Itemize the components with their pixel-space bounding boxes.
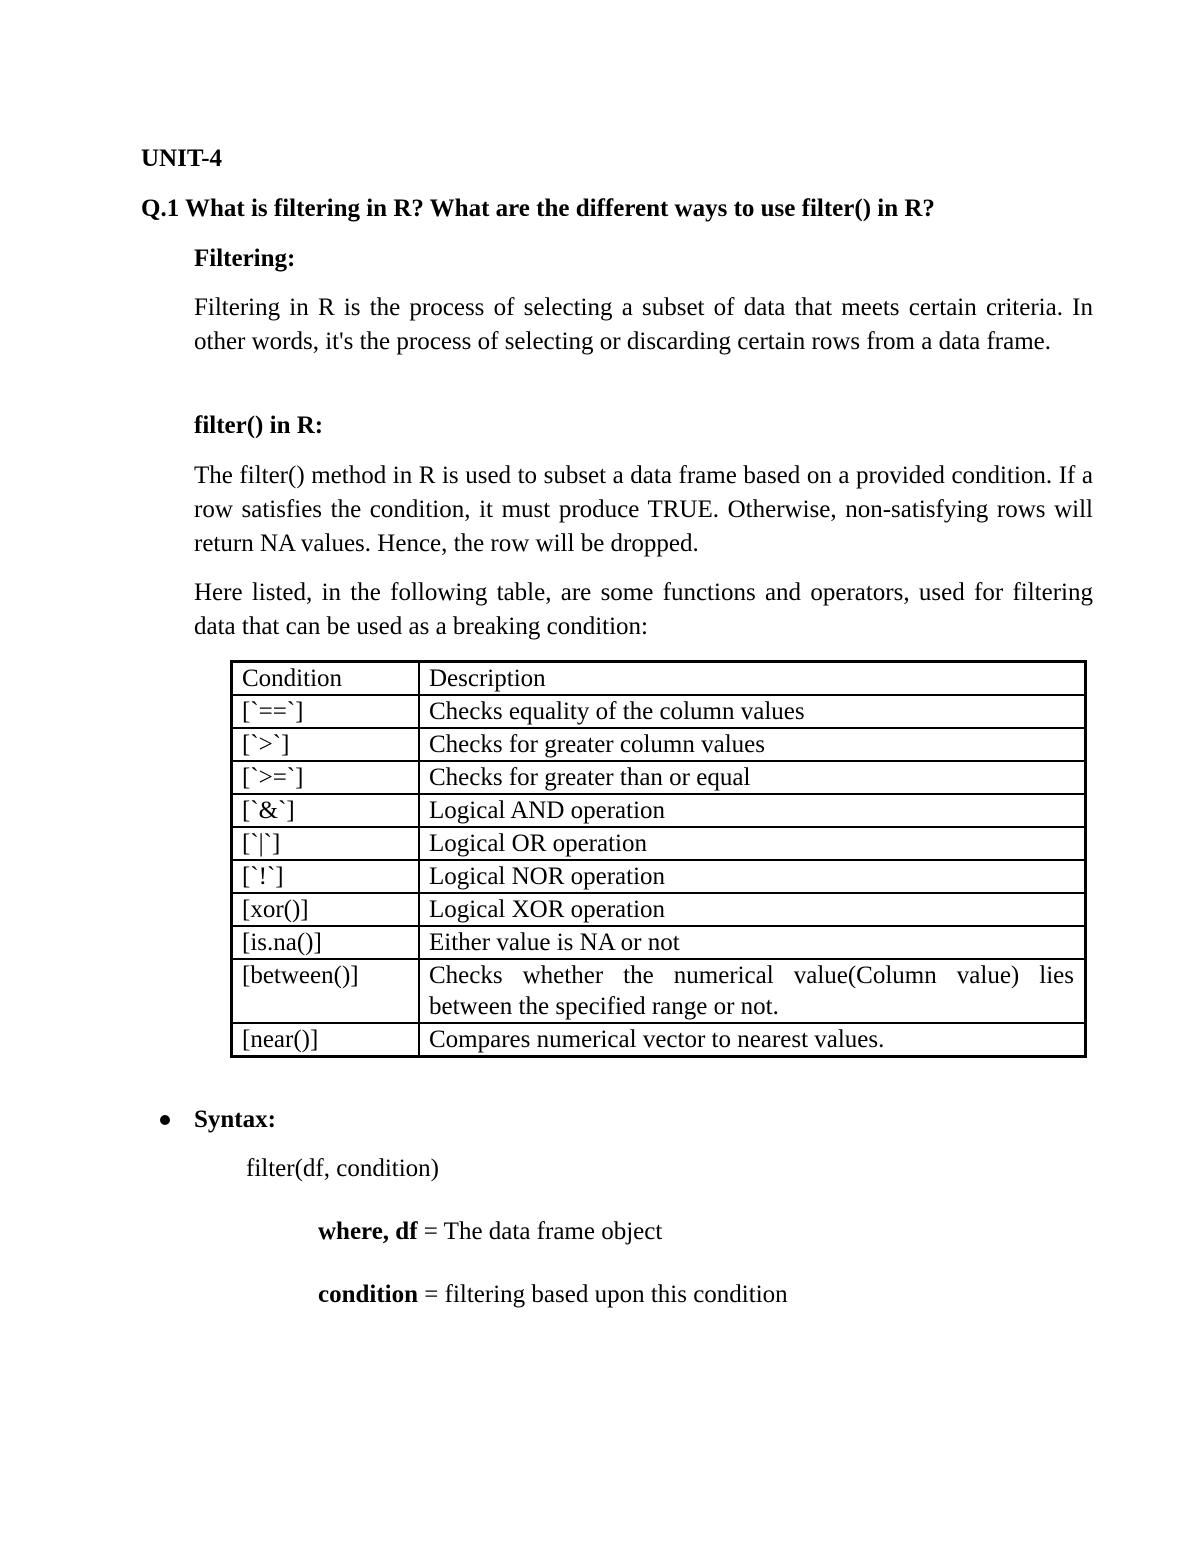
table-row bbox=[232, 761, 1086, 794]
condition-cell: [`>=`] bbox=[232, 761, 420, 794]
description-cell: Logical XOR operation bbox=[419, 893, 1086, 926]
filter-function-heading: filter() in R: bbox=[194, 412, 324, 439]
table-row bbox=[232, 959, 1086, 1023]
where-line bbox=[318, 1217, 662, 1247]
condition-line bbox=[318, 1280, 788, 1310]
table-row bbox=[232, 728, 1086, 761]
description-cell: Either value is NA or not bbox=[419, 926, 1086, 959]
table-row bbox=[232, 827, 1086, 860]
conditions-table bbox=[230, 660, 1087, 1058]
condition-cell: [`|`] bbox=[232, 827, 420, 860]
table-row bbox=[232, 695, 1086, 728]
question-heading: Q.1 What is filtering in R? What are the different ways to use filter() in R? bbox=[141, 195, 935, 222]
table-header-description: Description bbox=[419, 662, 1086, 696]
table-row bbox=[232, 893, 1086, 926]
table-row bbox=[232, 794, 1086, 827]
filter-function-paragraph: The filter() method in R is used to subset a data frame based on a provided condition. If a row satisfies the condition, it must produce TRUE. Otherwise, non-satisfying rows will return NA values. Hence, the row will be dropped. bbox=[194, 462, 1093, 557]
condition-cell: [is.na()] bbox=[232, 926, 420, 959]
syntax-code: filter(df, condition) bbox=[246, 1155, 439, 1182]
description-cell: Checks for greater column values bbox=[419, 728, 1086, 761]
bullet-icon bbox=[160, 1115, 170, 1125]
syntax-label: Syntax: bbox=[194, 1106, 276, 1133]
table-row bbox=[232, 1023, 1086, 1057]
where-text: = The data frame object bbox=[417, 1218, 663, 1245]
unit-title: UNIT-4 bbox=[141, 145, 223, 172]
condition-text: = filtering based upon this condition bbox=[418, 1281, 788, 1308]
description-cell: Compares numerical vector to nearest values. bbox=[419, 1023, 1086, 1057]
condition-cell: [between()] bbox=[232, 959, 420, 1023]
table-intro-paragraph: Here listed, in the following table, are some functions and operators, used for filtering data that can be used as a breaking condition: bbox=[194, 579, 1093, 640]
description-cell: Checks for greater than or equal bbox=[419, 761, 1086, 794]
condition-cell: [`==`] bbox=[232, 695, 420, 728]
table-row bbox=[232, 860, 1086, 893]
condition-cell: [near()] bbox=[232, 1023, 420, 1057]
where-label: where, df bbox=[318, 1218, 418, 1245]
filtering-heading: Filtering: bbox=[194, 245, 296, 272]
description-cell: Logical AND operation bbox=[419, 794, 1086, 827]
table-header-row bbox=[232, 662, 1086, 696]
table-row bbox=[232, 926, 1086, 959]
condition-cell: [`>`] bbox=[232, 728, 420, 761]
condition-cell: [`&`] bbox=[232, 794, 420, 827]
description-cell: Checks whether the numerical value(Column value) lies between the specified range or not. bbox=[419, 959, 1086, 1023]
description-cell: Logical OR operation bbox=[419, 827, 1086, 860]
filtering-paragraph: Filtering in R is the process of selecting a subset of data that meets certain criteria. In other words, it's the process of selecting or discarding certain rows from a data frame. bbox=[194, 294, 1093, 355]
description-cell: Checks equality of the column values bbox=[419, 695, 1086, 728]
description-cell: Logical NOR operation bbox=[419, 860, 1086, 893]
condition-label: condition bbox=[318, 1281, 419, 1308]
condition-cell: [xor()] bbox=[232, 893, 420, 926]
table-header-condition: Condition bbox=[232, 662, 420, 696]
condition-cell: [`!`] bbox=[232, 860, 420, 893]
